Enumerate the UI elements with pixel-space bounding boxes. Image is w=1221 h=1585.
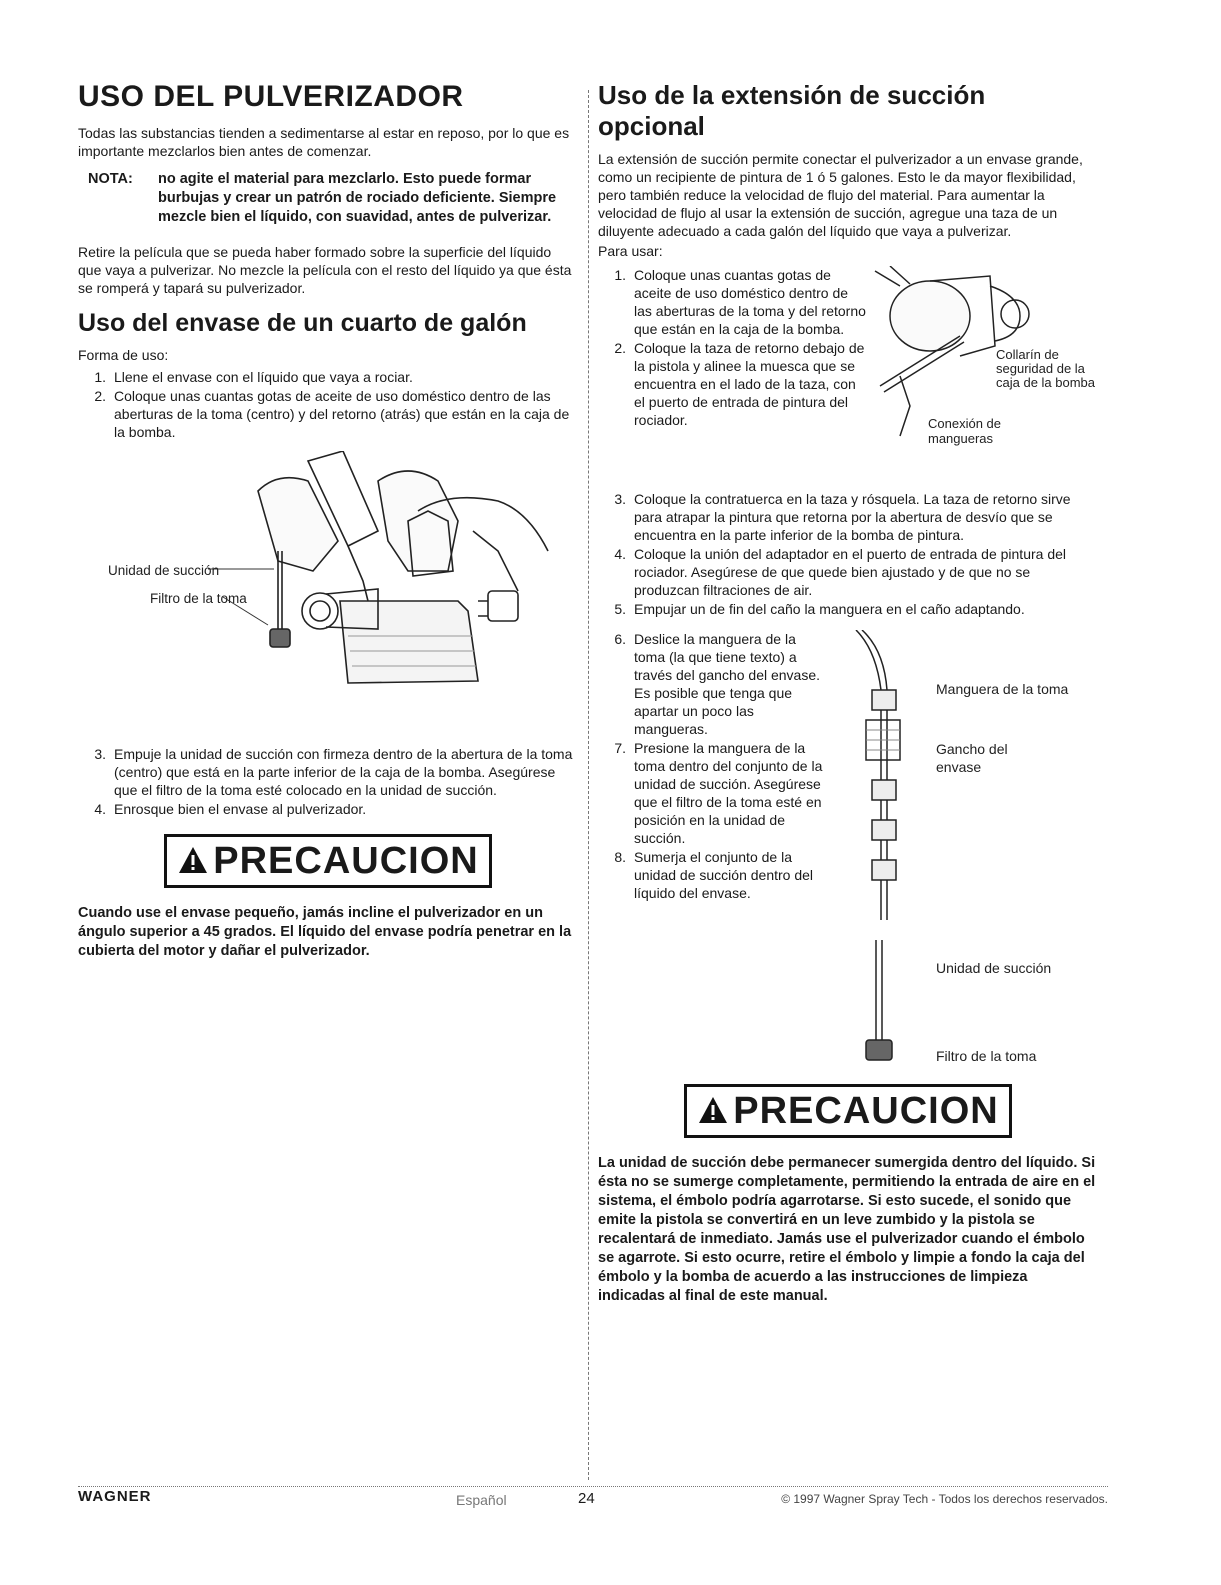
list-item: 2. Coloque la taza de retorno debajo de la pistola y alinee la muesca que se encuentra en el lado de la taza, con el puerto de entrada de pintura del rociador.	[614, 340, 865, 428]
list-item: 5. Empujar un de fin del caño la manguera en el caño adaptando.	[614, 601, 1025, 617]
steps-with-figure-2	[598, 630, 1098, 1080]
para-usar-label: Para usar:	[598, 243, 663, 259]
wagner-logo: WAGNER	[78, 1488, 152, 1505]
copyright-notice: © 1997 Wagner Spray Tech - Todos los derechos reservados.	[781, 1492, 1108, 1506]
warning-triangle-icon	[177, 845, 209, 875]
quart-container-illustration	[78, 451, 578, 741]
caution-text-right: La unidad de succión debe permanecer sumergida dentro del líquido. Si ésta no se sumerge completamente, permitiendo la entrada de aire en el sistema, el émbolo podría agarrotarse. Si esto sucede, el sonido que emite la pistola se convertirá en un leve zumbido y la pistola se recalentará de inmediato. Jamás use el pulverizador cuando el émbolo se agarrote. Si esto ocurre, retire el émbolo y limpie a fondo la caja del émbolo y la bomba de acuerdo a las instrucciones de limpieza indicadas al final de este manual.	[598, 1155, 1096, 1304]
footer-rule	[78, 1486, 1108, 1487]
intro-paragraph: Todas las substancias tienden a sedimentarse al estar en reposo, por lo que es importante mezclarlos bien antes de comenzar.	[78, 125, 570, 159]
list-item: 3. Coloque la contratuerca en la taza y rósquela. La taza de retorno sirve para atrapar la pintura que retorna por la abertura de desvío que se encuentra en la parte inferior de la bomba de pintura.	[614, 491, 1071, 543]
caution-box	[684, 1084, 1011, 1138]
intake-filter-callout-right: Filtro de la toma	[936, 1048, 1037, 1064]
intake-hose-callout: Manguera de la toma	[936, 681, 1069, 697]
list-item: 1. Llene el envase con el líquido que vaya a rociar.	[94, 369, 413, 385]
forma-de-uso-label: Forma de uso:	[78, 347, 169, 363]
warning-triangle-icon	[697, 1095, 729, 1125]
steps-list-c-right	[598, 630, 828, 902]
collar-callout: Collarín de seguridad de la caja de la bomba	[996, 347, 1096, 390]
caution-label: PRECAUCION	[733, 1090, 999, 1132]
section-title-quart: Uso del envase de un cuarto de galón	[78, 309, 527, 337]
caution-label: PRECAUCION	[213, 840, 479, 882]
page-title: USO DEL PULVERIZADOR	[78, 80, 464, 113]
column-divider	[588, 90, 589, 1480]
list-item: 3. Empuje la unidad de succión con firmeza dentro de la abertura de la toma (centro) que está en la parte inferior de la caja de la bomba. Asegúrese que el filtro de la toma esté colocado en la unidad de succión.	[94, 746, 573, 798]
page-footer	[78, 1472, 1108, 1512]
steps-list-a-right	[598, 266, 868, 429]
note-label: NOTA:	[88, 171, 133, 187]
container-hook-callout: Gancho del envase	[936, 741, 1008, 775]
list-item: 4. Coloque la unión del adaptador en el puerto de entrada de pintura del rociador. Asegúrese de que quede bien ajustado y de que no se produzcan filtraciones de air.	[614, 546, 1066, 598]
hose-connection-callout: Conexión de mangueras	[928, 416, 1001, 446]
list-item: 4. Enrosque bien el envase al pulverizador.	[94, 801, 367, 817]
right-column	[598, 80, 1098, 1306]
steps-list-b-right	[598, 490, 1098, 618]
steps-list-a	[78, 368, 578, 441]
list-item: 8. Sumerja el conjunto de la unidad de succión dentro del líquido del envase.	[614, 849, 814, 901]
list-item: 7. Presione la manguera de la toma dentro del conjunto de la unidad de succión. Asegúrese que el filtro de la toma esté en posición en la unidad de succión.	[614, 740, 823, 846]
suction-unit-callout-right: Unidad de succión	[936, 960, 1052, 976]
steps-list-b	[78, 745, 578, 818]
left-column	[78, 80, 578, 961]
suction-unit-callout: Unidad de succión	[108, 563, 220, 578]
note-block	[88, 170, 578, 227]
suction-extension-drawing	[836, 630, 926, 1080]
list-item: 1. Coloque unas cuantas gotas de aceite de uso doméstico dentro de las aberturas de la toma y del retorno que están en la caja de la bomba.	[614, 267, 866, 337]
list-item: 2. Coloque unas cuantas gotas de aceite de uso doméstico dentro de las aberturas de la toma (centro) y del retorno (atrás) que están en la caja de la bomba.	[94, 388, 570, 440]
page-number: 24	[578, 1490, 595, 1507]
extension-intro: La extensión de succión permite conectar el pulverizador a un envase grande, como un recipiente de pintura de 1 ó 5 galones. Esto le da mayor flexibilidad, pero también reduce la velocidad de flujo del material. Para aumentar la velocidad de flujo al usar la extensión de succión, agregue una taza de un diluyente adecuado a cada galón del líquido que vaya a pulverizar.	[598, 151, 1083, 239]
note-text: no agite el material para mezclarlo. Esto puede formar burbujas y crear un patrón de rociado deficiente. Siempre mezcle bien el líquido, con suavidad, antes de pulverizar.	[158, 171, 557, 225]
section-title-extension: Uso de la extensión de succión opcional	[598, 80, 986, 141]
caution-text-left: Cuando use el envase pequeño, jamás incline el pulverizador en un ángulo superior a 45 grados. El líquido del envase podría penetrar en la cubierta del motor y dañar el pulverizador.	[78, 905, 572, 959]
list-item: 6. Deslice la manguera de la toma (la que tiene texto) a través del gancho del envase. Es posible que tenga que apartar un poco las mangueras.	[614, 631, 821, 737]
caution-box	[164, 834, 491, 888]
intake-filter-callout: Filtro de la toma	[150, 591, 247, 606]
caution-banner-left	[78, 834, 578, 888]
caution-banner-right	[598, 1084, 1098, 1138]
steps-with-figure-1	[598, 266, 1098, 486]
film-paragraph: Retire la película que se pueda haber formado sobre la superficie del líquido que vaya a pulverizar. No mezcle la película con el resto del líquido ya que ésta se romperá y tapará su pulverizador.	[78, 244, 572, 296]
language-label: Español	[456, 1492, 507, 1508]
